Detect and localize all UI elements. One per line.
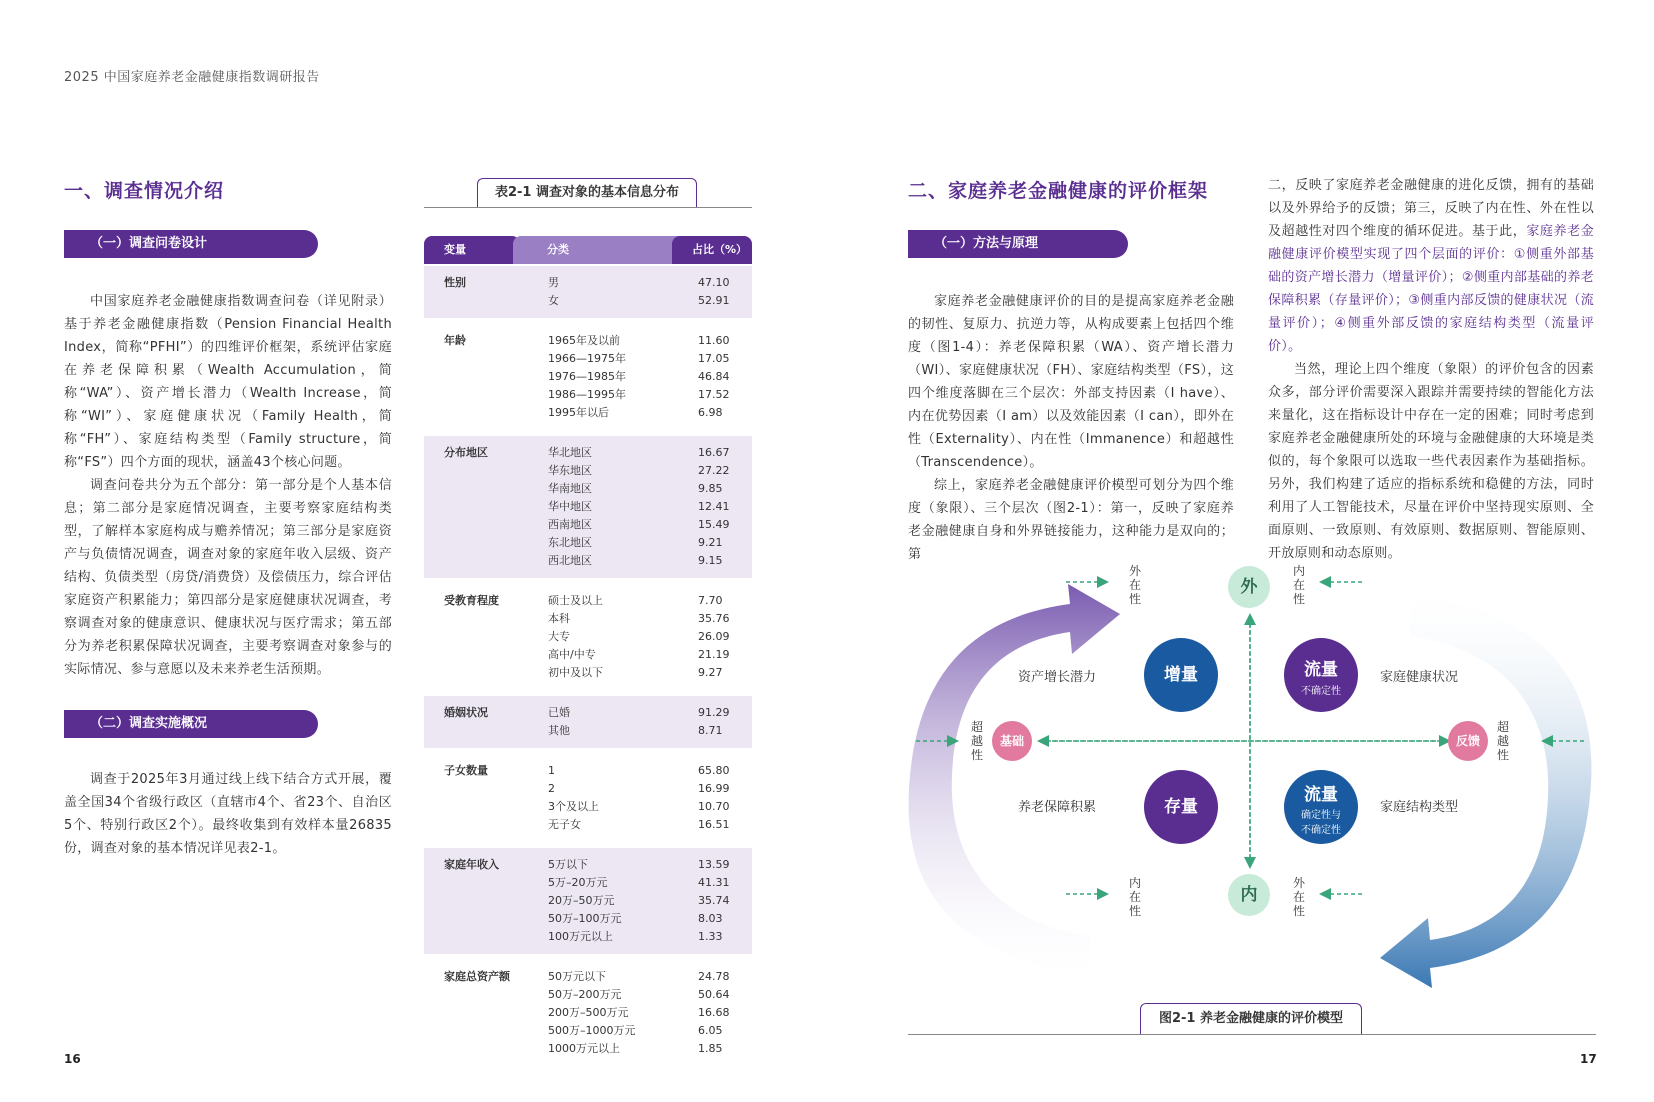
table-cell-category: 500万–1000万元 xyxy=(548,1024,636,1037)
table-cell-percent: 9.15 xyxy=(698,554,723,567)
paragraph: 综上，家庭养老金融健康评价模型可划分为四个维度（象限）、三个层次（图2-1）：第一，反映了家庭养老金融健康自身和外界链接能力，这种能力是双向的；第 xyxy=(908,478,1234,562)
table-row xyxy=(548,704,748,722)
table-cell-percent: 35.74 xyxy=(698,894,730,907)
table-cell-category: 5万以下 xyxy=(548,858,588,871)
table-row xyxy=(548,498,748,516)
node-feedback: 反馈 xyxy=(1448,721,1488,761)
table-cell-category: 1986—1995年 xyxy=(548,388,626,401)
table-cell-category: 1 xyxy=(548,764,555,777)
table-row xyxy=(548,332,748,350)
label-right-transcendence: 超越性 xyxy=(1496,720,1509,762)
table-group xyxy=(424,584,752,690)
table-row xyxy=(548,628,748,646)
paragraph: 调查于2025年3月通过线上线下结合方式开展，覆盖全国34个省级行政区（直辖市4个、省23个、自治区5个、特别行政区2个）。最终收集到有效样本量26835份，调查对象的基本情况详见表2-1。 xyxy=(64,772,392,856)
table-group xyxy=(424,324,752,430)
node-inner: 内 xyxy=(1228,874,1270,916)
quadrant-title: 流量 xyxy=(1304,660,1338,680)
quadrant-flow-mixed-circle xyxy=(1284,770,1358,844)
table-cell-category: 无子女 xyxy=(548,818,581,831)
table-cell-percent: 46.84 xyxy=(698,370,730,383)
table-cell-category: 已婚 xyxy=(548,706,570,719)
table-row xyxy=(548,350,748,368)
table-variable: 分布地区 xyxy=(444,446,488,459)
table-row xyxy=(548,462,748,480)
table-cell-category: 50万元以下 xyxy=(548,970,606,983)
figure-caption-rule xyxy=(908,1034,1596,1035)
table-variable: 家庭总资产额 xyxy=(444,970,510,983)
table-cell-percent: 17.05 xyxy=(698,352,730,365)
table-group xyxy=(424,696,752,748)
table-cell-percent: 17.52 xyxy=(698,388,730,401)
table-row xyxy=(548,762,748,780)
left-subheading-2: （二）调查实施概况 xyxy=(64,710,318,738)
table-variable: 婚姻状况 xyxy=(444,706,488,719)
table-cell-category: 高中/中专 xyxy=(548,648,596,661)
table-cell-percent: 1.33 xyxy=(698,930,723,943)
table-cell-percent: 16.68 xyxy=(698,1006,730,1019)
table-row xyxy=(548,910,748,928)
table-cell-percent: 1.85 xyxy=(698,1042,723,1055)
table-cell-category: 20万–50万元 xyxy=(548,894,615,907)
table-row xyxy=(548,928,748,946)
table-cell-percent: 9.21 xyxy=(698,536,723,549)
table-row xyxy=(548,404,748,422)
table-row xyxy=(548,968,748,986)
label-bottom-left-immanence: 内在性 xyxy=(1128,876,1141,918)
table-row xyxy=(548,986,748,1004)
table-cell-percent: 8.03 xyxy=(698,912,723,925)
table-cell-percent: 9.85 xyxy=(698,482,723,495)
table-row xyxy=(548,292,748,310)
table-row xyxy=(548,856,748,874)
right-subheading-1: （一）方法与原理 xyxy=(908,230,1128,258)
table-cell-category: 200万–500万元 xyxy=(548,1006,629,1019)
quadrant-increment-circle: 增量 xyxy=(1144,638,1218,712)
table-cell-percent: 35.76 xyxy=(698,612,730,625)
table-row xyxy=(548,798,748,816)
table-row xyxy=(548,816,748,834)
table-cell-percent: 65.80 xyxy=(698,764,730,777)
table-cell-percent: 15.49 xyxy=(698,518,730,531)
table-cell-category: 1976—1985年 xyxy=(548,370,626,383)
paragraph xyxy=(1268,174,1594,358)
node-foundation: 基础 xyxy=(992,721,1032,761)
table-row xyxy=(548,552,748,570)
paragraph: 中国家庭养老金融健康指数调查问卷（详见附录）基于养老金融健康指数（Pension Financial Health Index，简称“PFHI”）的四维评价框架，系统评估家庭在养老保障积累（Wealth Accumulation，简称“WA”）、资产增长潜力（Wealth Increase，简称“WI”）、家庭健康状况（Family Health，简称“FH”）、家庭结构类型（Family structure，简称“FS”）四个方面的现状，涵盖43个核心问题。 xyxy=(64,294,392,470)
table-cell-percent: 6.05 xyxy=(698,1024,723,1037)
table-header-percent: 占比（%） xyxy=(672,236,752,264)
table-cell-category: 3个及以上 xyxy=(548,800,599,813)
table-group xyxy=(424,754,752,842)
right-arc-arrow xyxy=(1380,594,1591,988)
table-cell-percent: 26.09 xyxy=(698,630,730,643)
page-number-left: 16 xyxy=(64,1052,81,1066)
text-plain: 二，反映了家庭养老金融健康的进化反馈，拥有的基础以及外界给予的反馈；第三，反映了内在性、外在性以及超越性对四个维度的循环促进。基于此， xyxy=(1268,178,1594,239)
table-caption-rule xyxy=(424,207,752,208)
table-cell-percent: 16.67 xyxy=(698,446,730,459)
table-cell-percent: 41.31 xyxy=(698,876,730,889)
table-cell-category: 5万–20万元 xyxy=(548,876,608,889)
text-highlight: 家庭养老金融健康评价模型实现了四个层面的评价：①侧重外部基础的资产增长潜力（增量评价）；②侧重内部基础的养老保障积累（存量评价）；③侧重内部反馈的健康状况（流量评价）；④侧重外部反馈的家庭结构类型（流量评价）。 xyxy=(1268,224,1594,354)
table-group xyxy=(424,266,752,318)
left-subheading-1: （一）调查问卷设计 xyxy=(64,230,318,258)
table-variable: 家庭年收入 xyxy=(444,858,499,871)
table-cell-category: 华中地区 xyxy=(548,500,592,513)
quadrant-flow-uncertain-circle xyxy=(1284,638,1358,712)
right-section-title: 二、家庭养老金融健康的评价框架 xyxy=(908,180,1209,202)
table-header-category: 分类 xyxy=(513,236,695,264)
table-cell-percent: 13.59 xyxy=(698,858,730,871)
table-cell-percent: 8.71 xyxy=(698,724,723,737)
table-cell-category: 华南地区 xyxy=(548,482,592,495)
table-row xyxy=(548,368,748,386)
table-cell-category: 华东地区 xyxy=(548,464,592,477)
paragraph: 调查问卷共分为五个部分：第一部分是个人基本信息；第二部分是家庭情况调查，主要考察家庭结构类型，了解样本家庭构成与赡养情况；第三部分是家庭资产与负债情况调查，调查对象的家庭年收入层级、资产结构、负债类型（房贷/消费贷）及偿债压力，综合评估家庭资产积累能力；第四部分是家庭健康状况调查，考察调查对象的健康意识、健康状况与医疗需求；第五部分为养老积累保障状况调查，主要考察调查对象参与的实际情况、参与意愿以及未来养老生活预期。 xyxy=(64,478,392,677)
table-row xyxy=(548,480,748,498)
table-cell-percent: 21.19 xyxy=(698,648,730,661)
table-header-variable: 变量 xyxy=(424,236,520,264)
table-group xyxy=(424,960,752,1066)
page-number-right: 17 xyxy=(1580,1052,1597,1066)
table-cell-percent: 16.51 xyxy=(698,818,730,831)
table-cell-category: 本科 xyxy=(548,612,570,625)
table-row xyxy=(548,1004,748,1022)
table-cell-percent: 12.41 xyxy=(698,500,730,513)
table-row xyxy=(548,444,748,462)
table-cell-category: 50万–200万元 xyxy=(548,988,622,1001)
table-cell-category: 西北地区 xyxy=(548,554,592,567)
label-asset-growth: 资产增长潜力 xyxy=(1018,670,1097,685)
table-variable: 子女数量 xyxy=(444,764,488,777)
table-row xyxy=(548,1040,748,1058)
table-cell-category: 华北地区 xyxy=(548,446,592,459)
label-top-right-immanence: 内在性 xyxy=(1292,564,1305,606)
table-cell-percent: 27.22 xyxy=(698,464,730,477)
table-row xyxy=(548,780,748,798)
table-cell-category: 50万–100万元 xyxy=(548,912,622,925)
table-cell-category: 1000万元以上 xyxy=(548,1042,620,1055)
table-row xyxy=(548,592,748,610)
right-text-col-1 xyxy=(908,290,1234,566)
table-caption: 表2-1 调查对象的基本信息分布 xyxy=(477,178,697,207)
table-row xyxy=(548,610,748,628)
table-cell-category: 硕士及以上 xyxy=(548,594,603,607)
table-cell-percent: 6.98 xyxy=(698,406,723,419)
table-variable: 受教育程度 xyxy=(444,594,499,607)
quadrant-title: 流量 xyxy=(1304,785,1338,805)
table-cell-percent: 11.60 xyxy=(698,334,730,347)
table-cell-category: 2 xyxy=(548,782,555,795)
table-cell-percent: 16.99 xyxy=(698,782,730,795)
paragraph: 当然，理论上四个维度（象限）的评价包含的因素众多，部分评价需要深入跟踪并需要持续的智能化方法来量化，这在指标设计中存在一定的困难；同时考虑到家庭养老金融健康所处的环境与金融健康的大环境是类似的，每个象限可以选取一些代表因素作为基础指标。另外，我们构建了适应的指标系统和稳健的方法，同时利用了人工智能技术，尽量在评价中坚持现实原则、全面原则、一致原则、有效原则、数据原则、智能原则、开放原则和动态原则。 xyxy=(1268,362,1594,561)
label-family-health: 家庭健康状况 xyxy=(1380,670,1459,685)
table-cell-percent: 10.70 xyxy=(698,800,730,813)
table-cell-category: 1965年及以前 xyxy=(548,334,620,347)
table-cell-category: 100万元以上 xyxy=(548,930,613,943)
table-row xyxy=(548,722,748,740)
table-row xyxy=(548,646,748,664)
table-cell-category: 女 xyxy=(548,294,559,307)
quadrant-subtitle: 不确定性 xyxy=(1301,825,1341,836)
table-cell-percent: 7.70 xyxy=(698,594,723,607)
table-group xyxy=(424,848,752,954)
table-cell-percent: 24.78 xyxy=(698,970,730,983)
label-pension-accumulation: 养老保障积累 xyxy=(1018,800,1097,815)
table-cell-percent: 9.27 xyxy=(698,666,723,679)
table-cell-category: 男 xyxy=(548,276,559,289)
table-cell-category: 东北地区 xyxy=(548,536,592,549)
table-cell-category: 大专 xyxy=(548,630,570,643)
table-group xyxy=(424,436,752,578)
table-row xyxy=(548,274,748,292)
table-cell-category: 1966—1975年 xyxy=(548,352,626,365)
table-cell-category: 其他 xyxy=(548,724,570,737)
table-cell-category: 初中及以下 xyxy=(548,666,603,679)
report-header-title: 2025 中国家庭养老金融健康指数调研报告 xyxy=(64,70,320,85)
node-outer: 外 xyxy=(1228,566,1270,608)
table-row xyxy=(548,386,748,404)
label-family-structure: 家庭结构类型 xyxy=(1380,800,1459,815)
table-cell-percent: 52.91 xyxy=(698,294,730,307)
table-cell-category: 西南地区 xyxy=(548,518,592,531)
label-top-left-externality: 外在性 xyxy=(1128,564,1141,606)
quadrant-subtitle: 确定性与 xyxy=(1301,810,1341,821)
table-row xyxy=(548,1022,748,1040)
table-row xyxy=(548,516,748,534)
left-text-block-1 xyxy=(64,290,392,681)
right-text-col-2 xyxy=(1268,174,1594,565)
left-arc-arrow xyxy=(909,584,1120,976)
figure-caption: 图2-1 养老金融健康的评价模型 xyxy=(1140,1003,1362,1034)
evaluation-model-diagram xyxy=(900,564,1600,996)
diagram-graphics xyxy=(900,576,1600,996)
quadrant-subtitle: 不确定性 xyxy=(1301,686,1341,697)
left-section-title: 一、调查情况介绍 xyxy=(64,180,225,202)
table-row xyxy=(548,874,748,892)
label-left-transcendence: 超越性 xyxy=(970,720,983,762)
label-bottom-right-externality: 外在性 xyxy=(1292,876,1305,918)
table-cell-percent: 47.10 xyxy=(698,276,730,289)
table-row xyxy=(548,534,748,552)
table-row xyxy=(548,664,748,682)
table-row xyxy=(548,892,748,910)
table-cell-percent: 91.29 xyxy=(698,706,730,719)
left-text-block-2 xyxy=(64,768,392,860)
table-cell-category: 1995年以后 xyxy=(548,406,609,419)
table-cell-percent: 50.64 xyxy=(698,988,730,1001)
quadrant-stock-circle: 存量 xyxy=(1144,770,1218,844)
table-variable: 年龄 xyxy=(444,334,466,347)
paragraph: 家庭养老金融健康评价的目的是提高家庭养老金融的韧性、复原力、抗逆力等，从构成要素上包括四个维度（图1-4）：养老保障积累（WA）、资产增长潜力（WI）、家庭健康状况（FH）、家庭结构类型（FS），这四个维度落脚在三个层次：外部支持因素（I have）、内在优势因素（I am）以及效能因素（I can），即外在性（Externality）、内在性（Immanence）和超越性（Transcendence）。 xyxy=(908,294,1234,470)
table-variable: 性别 xyxy=(444,276,466,289)
